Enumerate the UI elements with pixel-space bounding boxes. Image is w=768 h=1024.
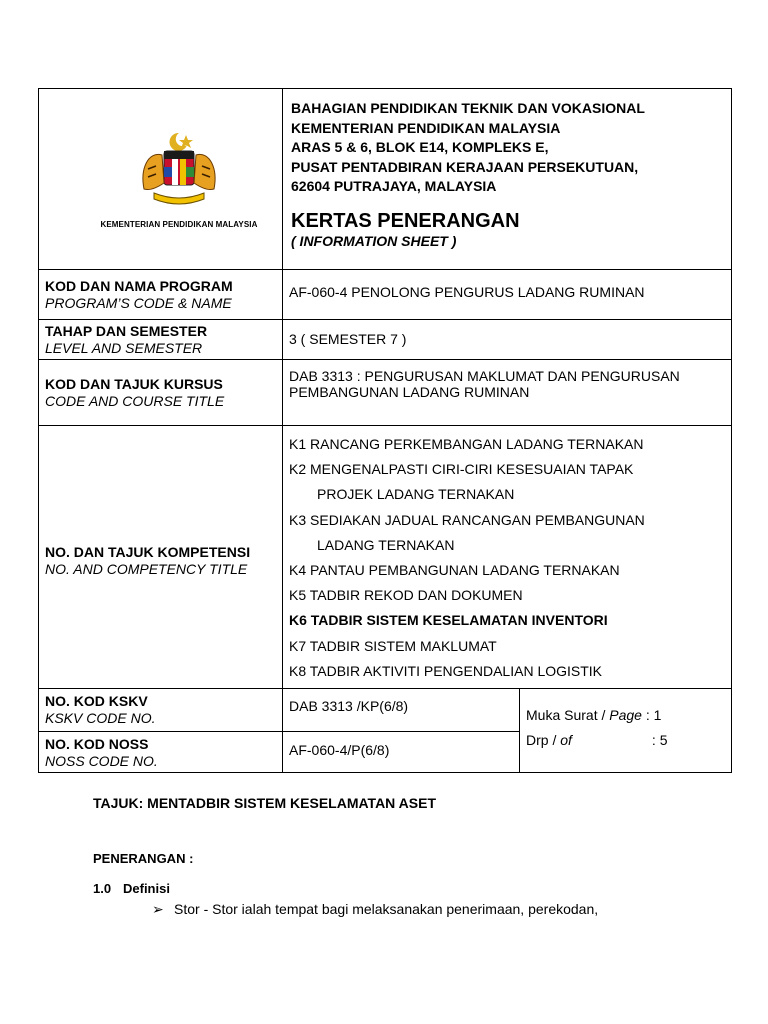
information-sheet [38, 88, 731, 773]
competency-label-en: NO. AND COMPETENCY TITLE [45, 561, 248, 578]
competency-item: K4 PANTAU PEMBANGUNAN LADANG TERNAKAN [289, 562, 620, 579]
level-value: 3 ( SEMESTER 7 ) [283, 320, 732, 360]
page-number: Muka Surat / Page : 1 [526, 707, 662, 724]
address-line-4: PUSAT PENTADBIRAN KERAJAAN PERSEKUTUAN, [291, 158, 639, 175]
address-line-1: BAHAGIAN PENDIDIKAN TEKNIK DAN VOKASIONAL [291, 100, 645, 116]
competency-item: PROJEK LADANG TERNAKAN [317, 486, 515, 503]
competency-item: K1 RANCANG PERKEMBANGAN LADANG TERNAKAN [289, 436, 644, 452]
definition-text: Stor - Stor ialah tempat bagi melaksanakan penerimaan, perekodan, [174, 901, 599, 917]
page-info-cell [520, 689, 732, 773]
address-line-5: 62604 PUTRAJAYA, MALAYSIA [291, 178, 497, 194]
competency-item: K7 TADBIR SISTEM MAKLUMAT [289, 637, 497, 654]
competency-label: NO. DAN TAJUK KOMPETENSI [45, 544, 251, 561]
competency-item: K3 SEDIAKAN JADUAL RANCANGAN PEMBANGUNAN [289, 511, 645, 528]
header-form-table [38, 88, 732, 773]
page-total: Drp / of : 5 [526, 732, 668, 749]
program-value: AF-060-4 PENOLONG PENGURUS LADANG RUMINAN [283, 270, 732, 320]
logo-cell [39, 89, 283, 270]
kskv-label-en: KSKV CODE NO. [45, 710, 156, 727]
topic-title: TAJUK: MENTADBIR SISTEM KESELAMATAN ASET [93, 795, 436, 811]
document-title: KERTAS PENERANGAN [291, 209, 520, 232]
competency-label-cell [39, 426, 283, 689]
competency-item: LADANG TERNAKAN [317, 536, 455, 553]
program-label: KOD DAN NAMA PROGRAM [45, 278, 233, 294]
description-heading: PENERANGAN : [93, 851, 194, 866]
course-label-cell [39, 360, 283, 426]
course-value: DAB 3313 : PENGURUSAN MAKLUMAT DAN PENGURUSAN PEMBANGUNAN LADANG RUMINAN [283, 360, 732, 426]
noss-label-en: NOSS CODE NO. [45, 753, 158, 770]
program-label-en: PROGRAM’S CODE & NAME [45, 295, 232, 311]
kskv-label-cell [39, 689, 283, 732]
level-label-en: LEVEL AND SEMESTER [45, 340, 203, 356]
ministry-logo [79, 129, 279, 229]
kskv-value: DAB 3313 /KP(6/8) [283, 689, 520, 732]
logo-caption: KEMENTERIAN PENDIDIKAN MALAYSIA [100, 220, 258, 229]
level-label-cell [39, 320, 283, 360]
noss-value: AF-060-4/P(6/8) [283, 732, 520, 773]
coat-of-arms-icon [134, 129, 224, 209]
section-title: Definisi [123, 881, 170, 896]
address-line-2: KEMENTERIAN PENDIDIKAN MALAYSIA [291, 119, 561, 136]
competency-item-current: K6 TADBIR SISTEM KESELAMATAN INVENTORI [289, 612, 608, 629]
course-label: KOD DAN TAJUK KURSUS [45, 376, 223, 392]
program-label-cell [39, 270, 283, 320]
level-label: TAHAP DAN SEMESTER [45, 323, 208, 339]
competency-list [283, 426, 732, 689]
arrow-bullet-icon: ➢ [152, 901, 164, 917]
competency-item: K2 MENGENALPASTI CIRI-CIRI KESESUAIAN TAPAK [289, 461, 634, 478]
header-cell [283, 89, 732, 270]
address-line-3: ARAS 5 & 6, BLOK E14, KOMPLEKS E, [291, 139, 549, 155]
noss-label: NO. KOD NOSS [45, 736, 149, 753]
course-label-en: CODE AND COURSE TITLE [45, 393, 225, 409]
competency-item: K8 TADBIR AKTIVITI PENGENDALIAN LOGISTIK [289, 662, 603, 679]
definition-bullet [152, 901, 598, 918]
noss-label-cell [39, 732, 283, 773]
section-heading [93, 881, 170, 896]
document-subtitle: ( INFORMATION SHEET ) [291, 232, 457, 249]
section-number: 1.0 [93, 881, 112, 896]
kskv-label: NO. KOD KSKV [45, 693, 148, 710]
competency-item: K5 TADBIR REKOD DAN DOKUMEN [289, 587, 523, 604]
